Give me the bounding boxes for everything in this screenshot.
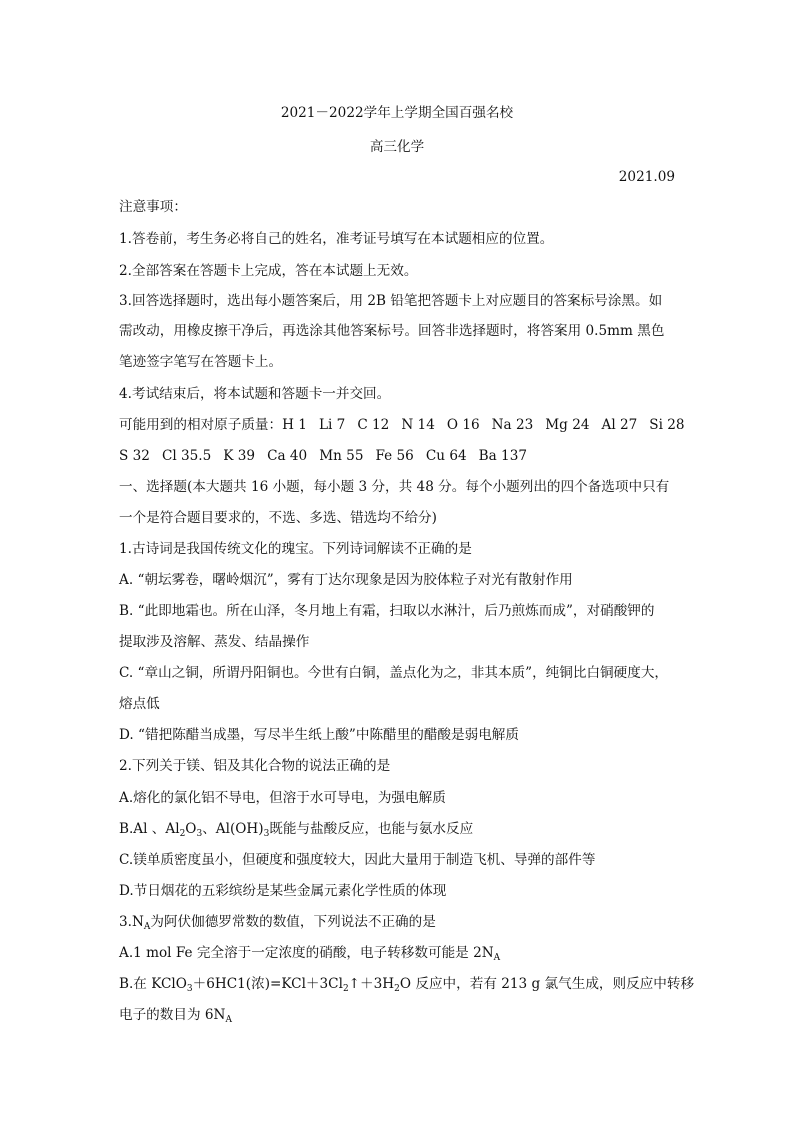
question-1-option-b-cont: 提取涉及溶解、蒸发、结晶操作 <box>119 634 310 650</box>
question-1-option-c: C. “章山之铜，所谓丹阳铜也。今世有白铜，盖点化为之，非其本质”，纯铜比白铜硬度大， <box>119 665 669 681</box>
question-1-option-b: B. “此即地霜也。所在山泽，冬月地上有霜，扫取以水淋汁，后乃煎炼而成”，对硝酸钾的 <box>119 603 655 619</box>
notice-item: 4.考试结束后，将本试题和答题卡一并交回。 <box>119 386 391 402</box>
question-1-stem: 1.古诗词是我国传统文化的瑰宝。下列诗词解读不正确的是 <box>119 541 472 557</box>
atomic-mass: H 1 <box>282 417 307 433</box>
q2b-text: B.Al 、Al <box>119 821 180 837</box>
q2b-sub: 3 <box>196 829 203 839</box>
question-3-option-b-cont <box>119 1006 679 1024</box>
question-3-option-a <box>119 944 679 962</box>
atomic-mass: N 14 <box>401 417 435 433</box>
atomic-mass: Mn 55 <box>319 448 364 464</box>
atomic-mass: Li 7 <box>318 417 346 433</box>
atomic-mass: S 32 <box>119 448 150 464</box>
section-heading: 一、选择题(本大题共 16 小题，每小题 3 分，共 48 分。每个小题列出的四个备选项中只有 <box>119 479 670 495</box>
q3-text: 3.N <box>119 914 144 930</box>
q3b-sub: 2 <box>394 984 400 994</box>
atomic-mass: Fe 56 <box>375 448 414 464</box>
question-3-option-b <box>119 975 695 994</box>
question-1-option-d: D. “错把陈醋当成墨，写尽半生纸上酸”中陈醋里的醋酸是弱电解质 <box>119 727 519 743</box>
notice-item: 2.全部答案在答题卡上完成，答在本试题上无效。 <box>119 263 418 279</box>
atomic-mass: K 39 <box>223 448 256 464</box>
q2b-sub: 2 <box>179 829 186 839</box>
atomic-mass: C 12 <box>357 417 390 433</box>
q2b-text: 、Al(OH) <box>202 821 264 837</box>
atomic-mass: Ba 137 <box>478 448 527 464</box>
atomic-mass: Cl 35.5 <box>161 448 212 464</box>
atomic-mass-label: 可能用到的相对原子质量： <box>119 417 283 433</box>
atomic-mass: Mg 24 <box>545 417 590 433</box>
q3b-sub: 3 <box>186 984 193 994</box>
notice-item: 3.回答选择题时，选出每小题答案后，用 2B 铅笔把答题卡上对应题目的答案标号涂黑。如 <box>119 293 663 309</box>
q3b-text: O 反应中，若有 213 g 氯气生成，则反应中转移 <box>399 976 695 992</box>
q3b2-text: 电子的数目为 6N <box>119 1007 226 1023</box>
q3b-text: ＋6HC1(浓)=KCl＋3Cl <box>192 976 343 992</box>
q3a-text: A.1 mol Fe 完全溶于一定浓度的硝酸，电子转移数可能是 2N <box>119 945 494 961</box>
question-2-option-c: C.镁单质密度虽小，但硬度和强度较大，因此大量用于制造飞机、导弹的部件等 <box>119 852 596 868</box>
notice-heading: 注意事项： <box>119 199 187 215</box>
q3-text: 为阿伏伽德罗常数的数值，下列说法不正确的是 <box>150 914 436 930</box>
atomic-mass-line-1 <box>119 416 685 434</box>
q3-sub: A <box>143 922 151 932</box>
question-2-option-d: D.节日烟花的五彩缤纷是某些金属元素化学性质的体现 <box>119 883 447 899</box>
question-1-option-c-cont: 熔点低 <box>119 696 160 712</box>
question-3-stem <box>119 913 679 931</box>
notice-item: 需改动，用橡皮擦干净后，再选涂其他答案标号。回答非选择题时，将答案用 0.5mm 黑色 <box>119 323 665 339</box>
q3b-sub: 2 <box>342 984 349 994</box>
atomic-mass: O 16 <box>446 417 480 433</box>
question-2-option-b <box>119 820 679 838</box>
q3b-text: ↑＋3H <box>348 976 395 992</box>
q3a-sub: A <box>493 953 501 963</box>
exam-subject: 高三化学 <box>369 139 425 155</box>
q3b-text: B.在 KClO <box>119 976 187 992</box>
question-2-option-a: A.熔化的氯化铝不导电，但溶于水可导电，为强电解质 <box>119 790 446 806</box>
question-2-stem: 2.下列关于镁、铝及其化合物的说法正确的是 <box>119 758 391 774</box>
exam-date: 2021.09 <box>618 169 675 185</box>
q2b-text: 既能与盐酸反应，也能与氨水反应 <box>269 821 474 837</box>
atomic-mass: Cu 64 <box>425 448 467 464</box>
q2b-text: O <box>185 821 197 837</box>
question-1-option-a: A. “朝坛雾卷，曙岭烟沉”，雾有丁达尔现象是因为胶体粒子对光有散射作用 <box>119 572 573 588</box>
atomic-mass: Si 28 <box>649 417 685 433</box>
q3b2-sub: A <box>225 1015 232 1025</box>
atomic-mass: Ca 40 <box>267 448 308 464</box>
exam-title: 2021－2022学年上学期全国百强名校 <box>280 105 514 121</box>
notice-item: 1.答卷前，考生务必将自己的姓名，准考证号填写在本试题相应的位置。 <box>119 231 554 247</box>
section-heading-cont: 一个是符合题目要求的，不选、多选、错选均不给分) <box>119 510 437 526</box>
atomic-mass: Na 23 <box>491 417 534 433</box>
atomic-mass: Al 27 <box>601 417 638 433</box>
atomic-mass-line-2 <box>119 447 679 465</box>
notice-item: 笔迹签字笔写在答题卡上。 <box>119 354 283 370</box>
q2b-sub: 3 <box>263 829 270 839</box>
